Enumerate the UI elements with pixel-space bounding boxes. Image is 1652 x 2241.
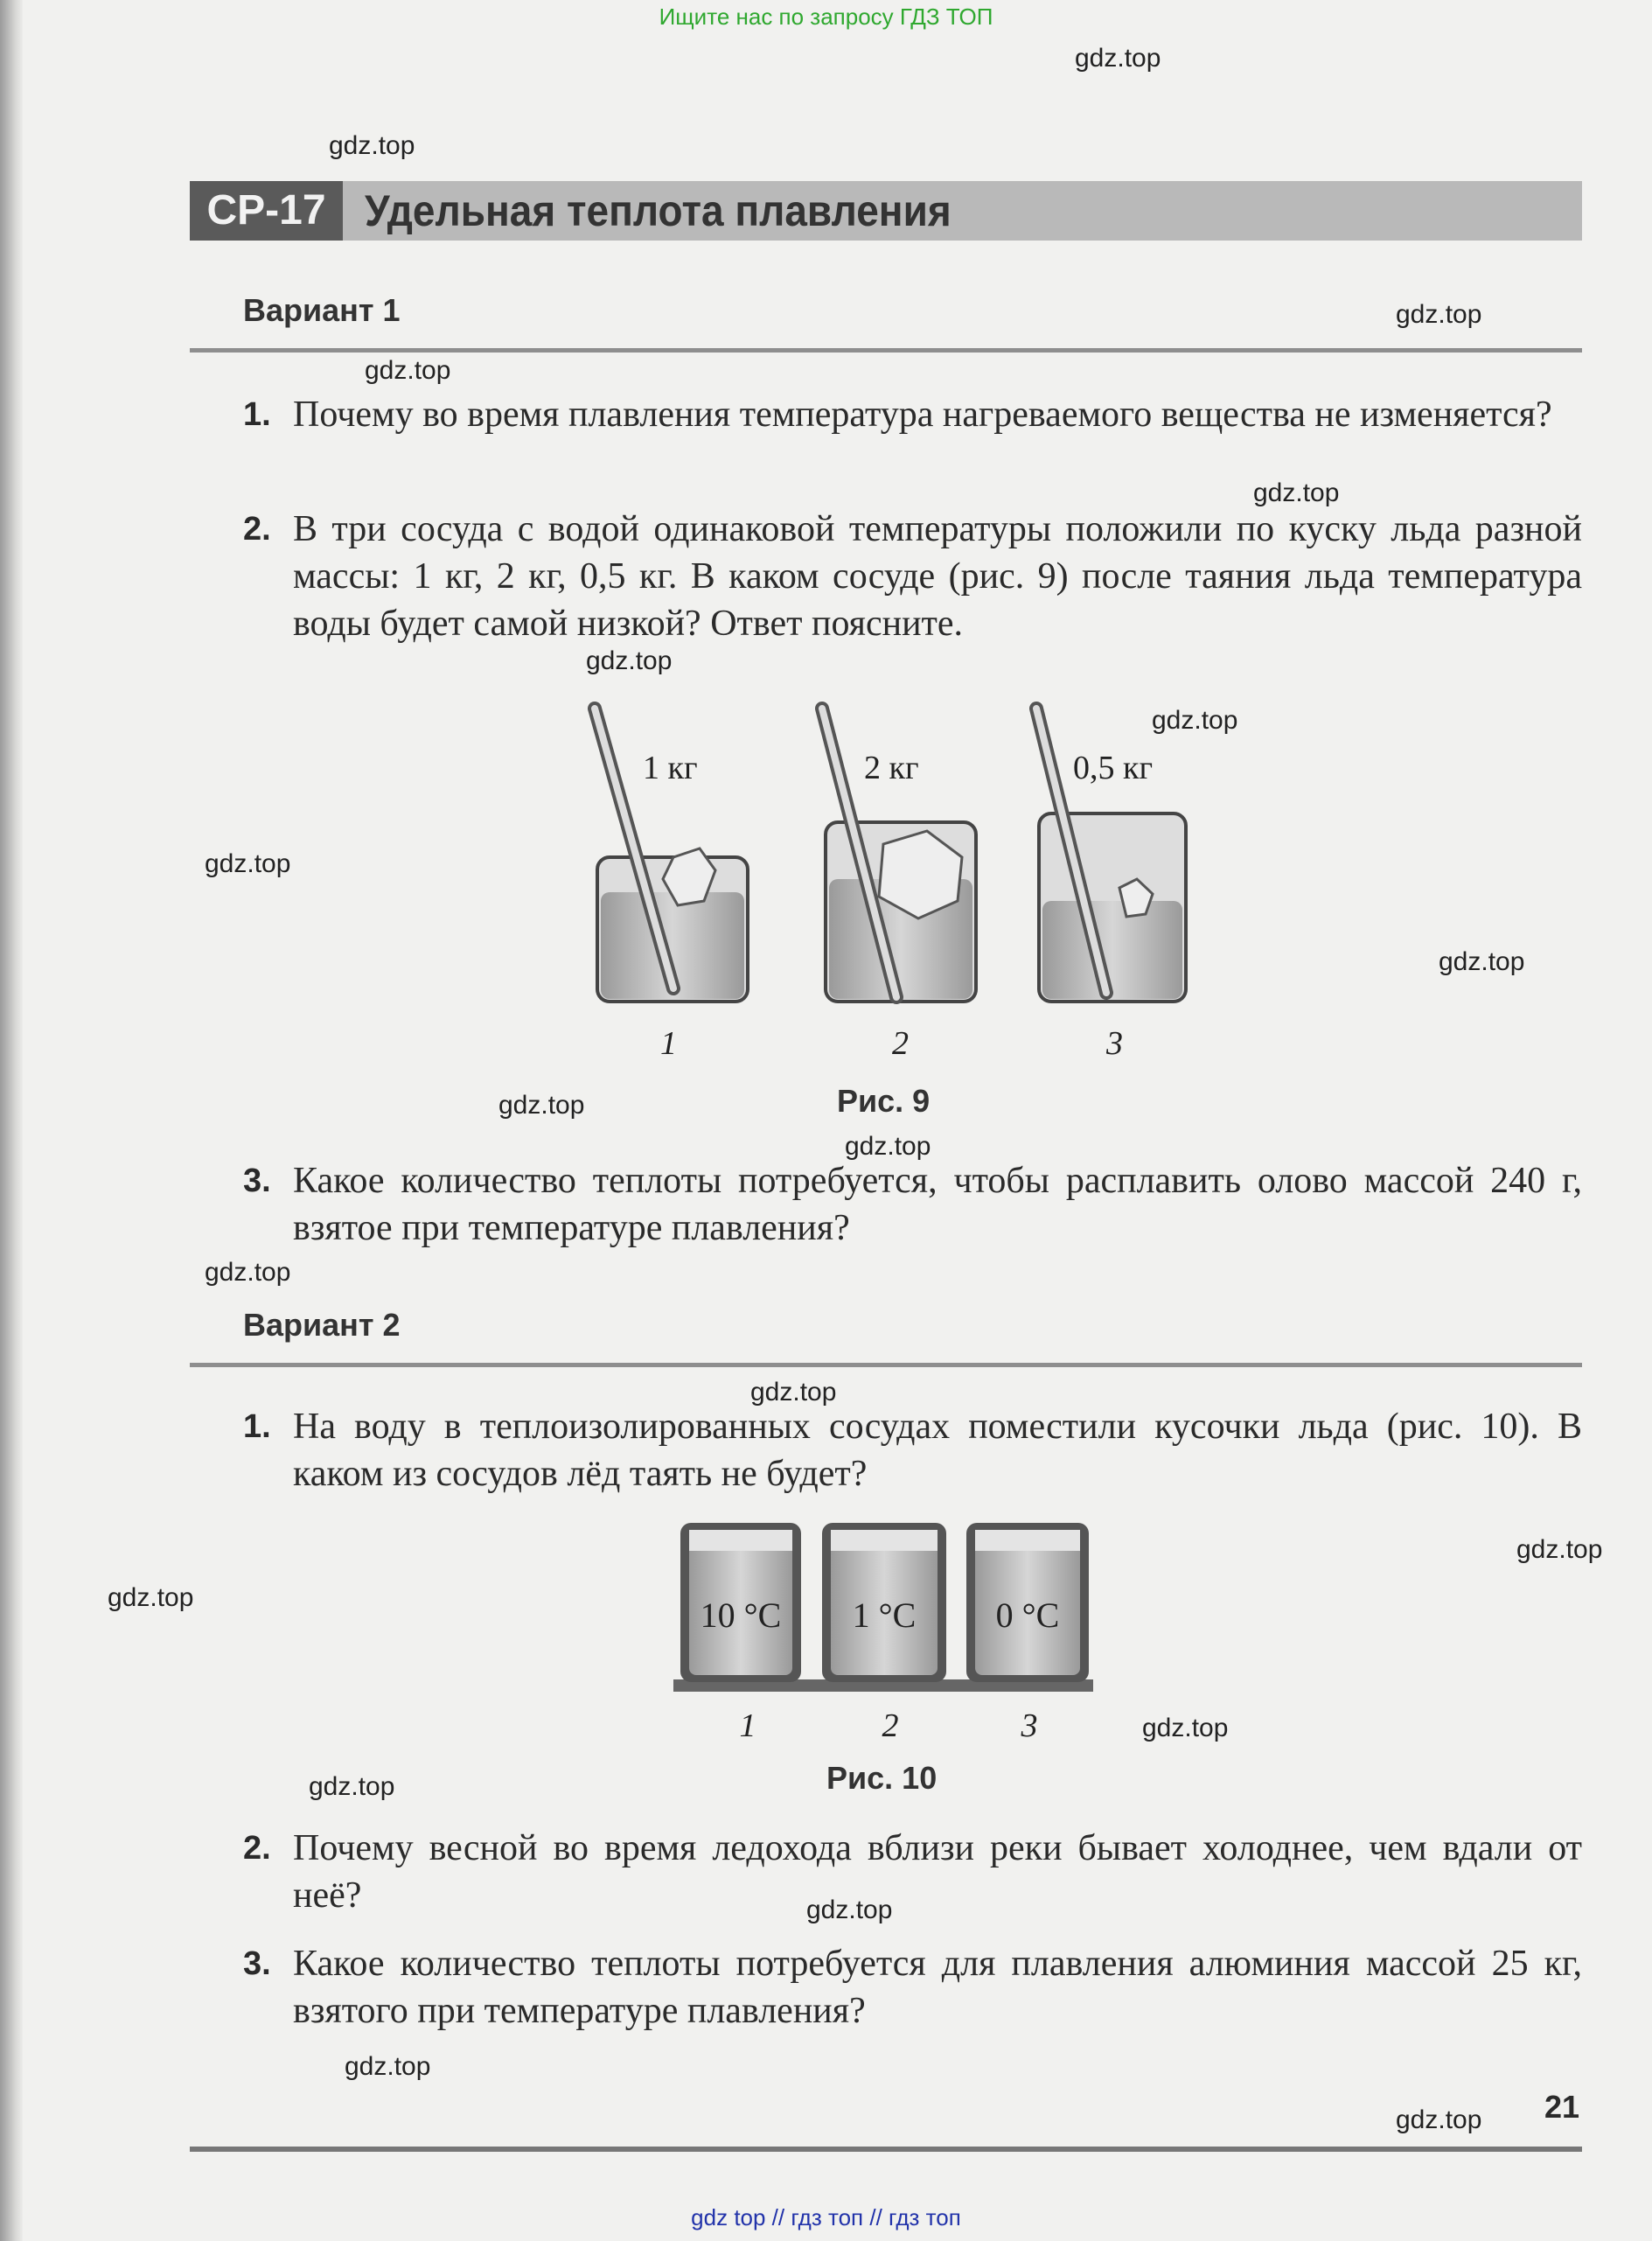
beaker-number: 1 (660, 1025, 677, 1062)
footer-links[interactable]: gdz top // гдз топ // гдз топ (691, 2204, 961, 2231)
watermark: gdz.top (1152, 706, 1238, 735)
watermark: gdz.top (205, 1258, 291, 1287)
figure-10 (673, 1518, 1102, 1754)
watermark: gdz.top (586, 646, 673, 675)
watermark: gdz.top (1516, 1535, 1603, 1564)
divider (190, 1363, 1582, 1367)
watermark: gdz.top (345, 2052, 431, 2081)
watermark: gdz.top (1439, 947, 1525, 976)
temperature-label: 0 °C (995, 1595, 1060, 1635)
top-banner[interactable]: Ищите нас по запросу ГДЗ ТОП (659, 3, 993, 30)
section-header (190, 181, 1582, 241)
watermark: gdz.top (1396, 2105, 1482, 2134)
watermark: gdz.top (309, 1772, 395, 1801)
divider (190, 348, 1582, 353)
bottom-divider (190, 2147, 1582, 2152)
watermark: gdz.top (1253, 478, 1340, 507)
page-number: 21 (1544, 2089, 1580, 2125)
variant1-title: Вариант 1 (243, 292, 401, 328)
question: 1. На воду в теплоизолированных сосудах поместили кусочки льда (рис. 10). В каком из сосудов лёд таять не будет? (243, 1407, 1582, 1494)
question: 2. Почему весной во время ледохода вблизи реки бывает холоднее, чем вдали от неё? (243, 1828, 1582, 1916)
beaker-number: 3 (1021, 1707, 1038, 1744)
beaker-number: 2 (882, 1707, 899, 1744)
section-title: Удельная теплота плавления (365, 186, 951, 235)
temperature-label: 10 °C (700, 1595, 782, 1635)
mass-label: 0,5 кг (1073, 750, 1154, 786)
watermark: gdz.top (108, 1583, 194, 1612)
watermark: gdz.top (750, 1378, 837, 1407)
beaker-number: 2 (892, 1025, 909, 1062)
beaker-number: 3 (1106, 1025, 1123, 1062)
watermark: gdz.top (1142, 1714, 1229, 1742)
mass-label: 2 кг (864, 750, 919, 786)
watermark: gdz.top (365, 356, 451, 385)
beaker-number: 1 (739, 1707, 756, 1744)
watermark: gdz.top (498, 1091, 585, 1120)
watermark: gdz.top (806, 1895, 893, 1924)
section-code: СР-17 (190, 181, 343, 241)
watermark: gdz.top (329, 131, 415, 160)
watermark: gdz.top (205, 849, 291, 878)
figure-9-caption: Рис. 9 (837, 1083, 931, 1119)
question: 3. Какое количество теплоты потребуется для плавления алюминия массой 25 кг, взятого при температуре плавления? (243, 1944, 1582, 2031)
variant2-title: Вариант 2 (243, 1307, 401, 1343)
question: 3. Какое количество теплоты потребуется, чтобы расплавить олово массой 240 г, взятое при температуре плавления? (243, 1161, 1582, 1248)
question: 2. В три сосуда с водой одинаковой температуры положили по куску льда разной массы: 1 кг, 2 кг, 0,5 кг. В каком сосуде (рис. 9) после таяния льда температура воды будет самой низкой? Ответ поясните. (243, 509, 1582, 644)
figure-10-caption: Рис. 10 (826, 1760, 938, 1796)
watermark: gdz.top (845, 1132, 931, 1161)
question: 1. Почему во время плавления температура нагреваемого вещества не изменяется? (243, 394, 1552, 435)
temperature-label: 1 °C (852, 1595, 917, 1635)
watermark: gdz.top (1396, 300, 1482, 329)
page-edge (0, 0, 23, 2241)
watermark: gdz.top (1075, 44, 1161, 73)
mass-label: 1 кг (643, 750, 698, 786)
figure-9 (560, 691, 1224, 1067)
